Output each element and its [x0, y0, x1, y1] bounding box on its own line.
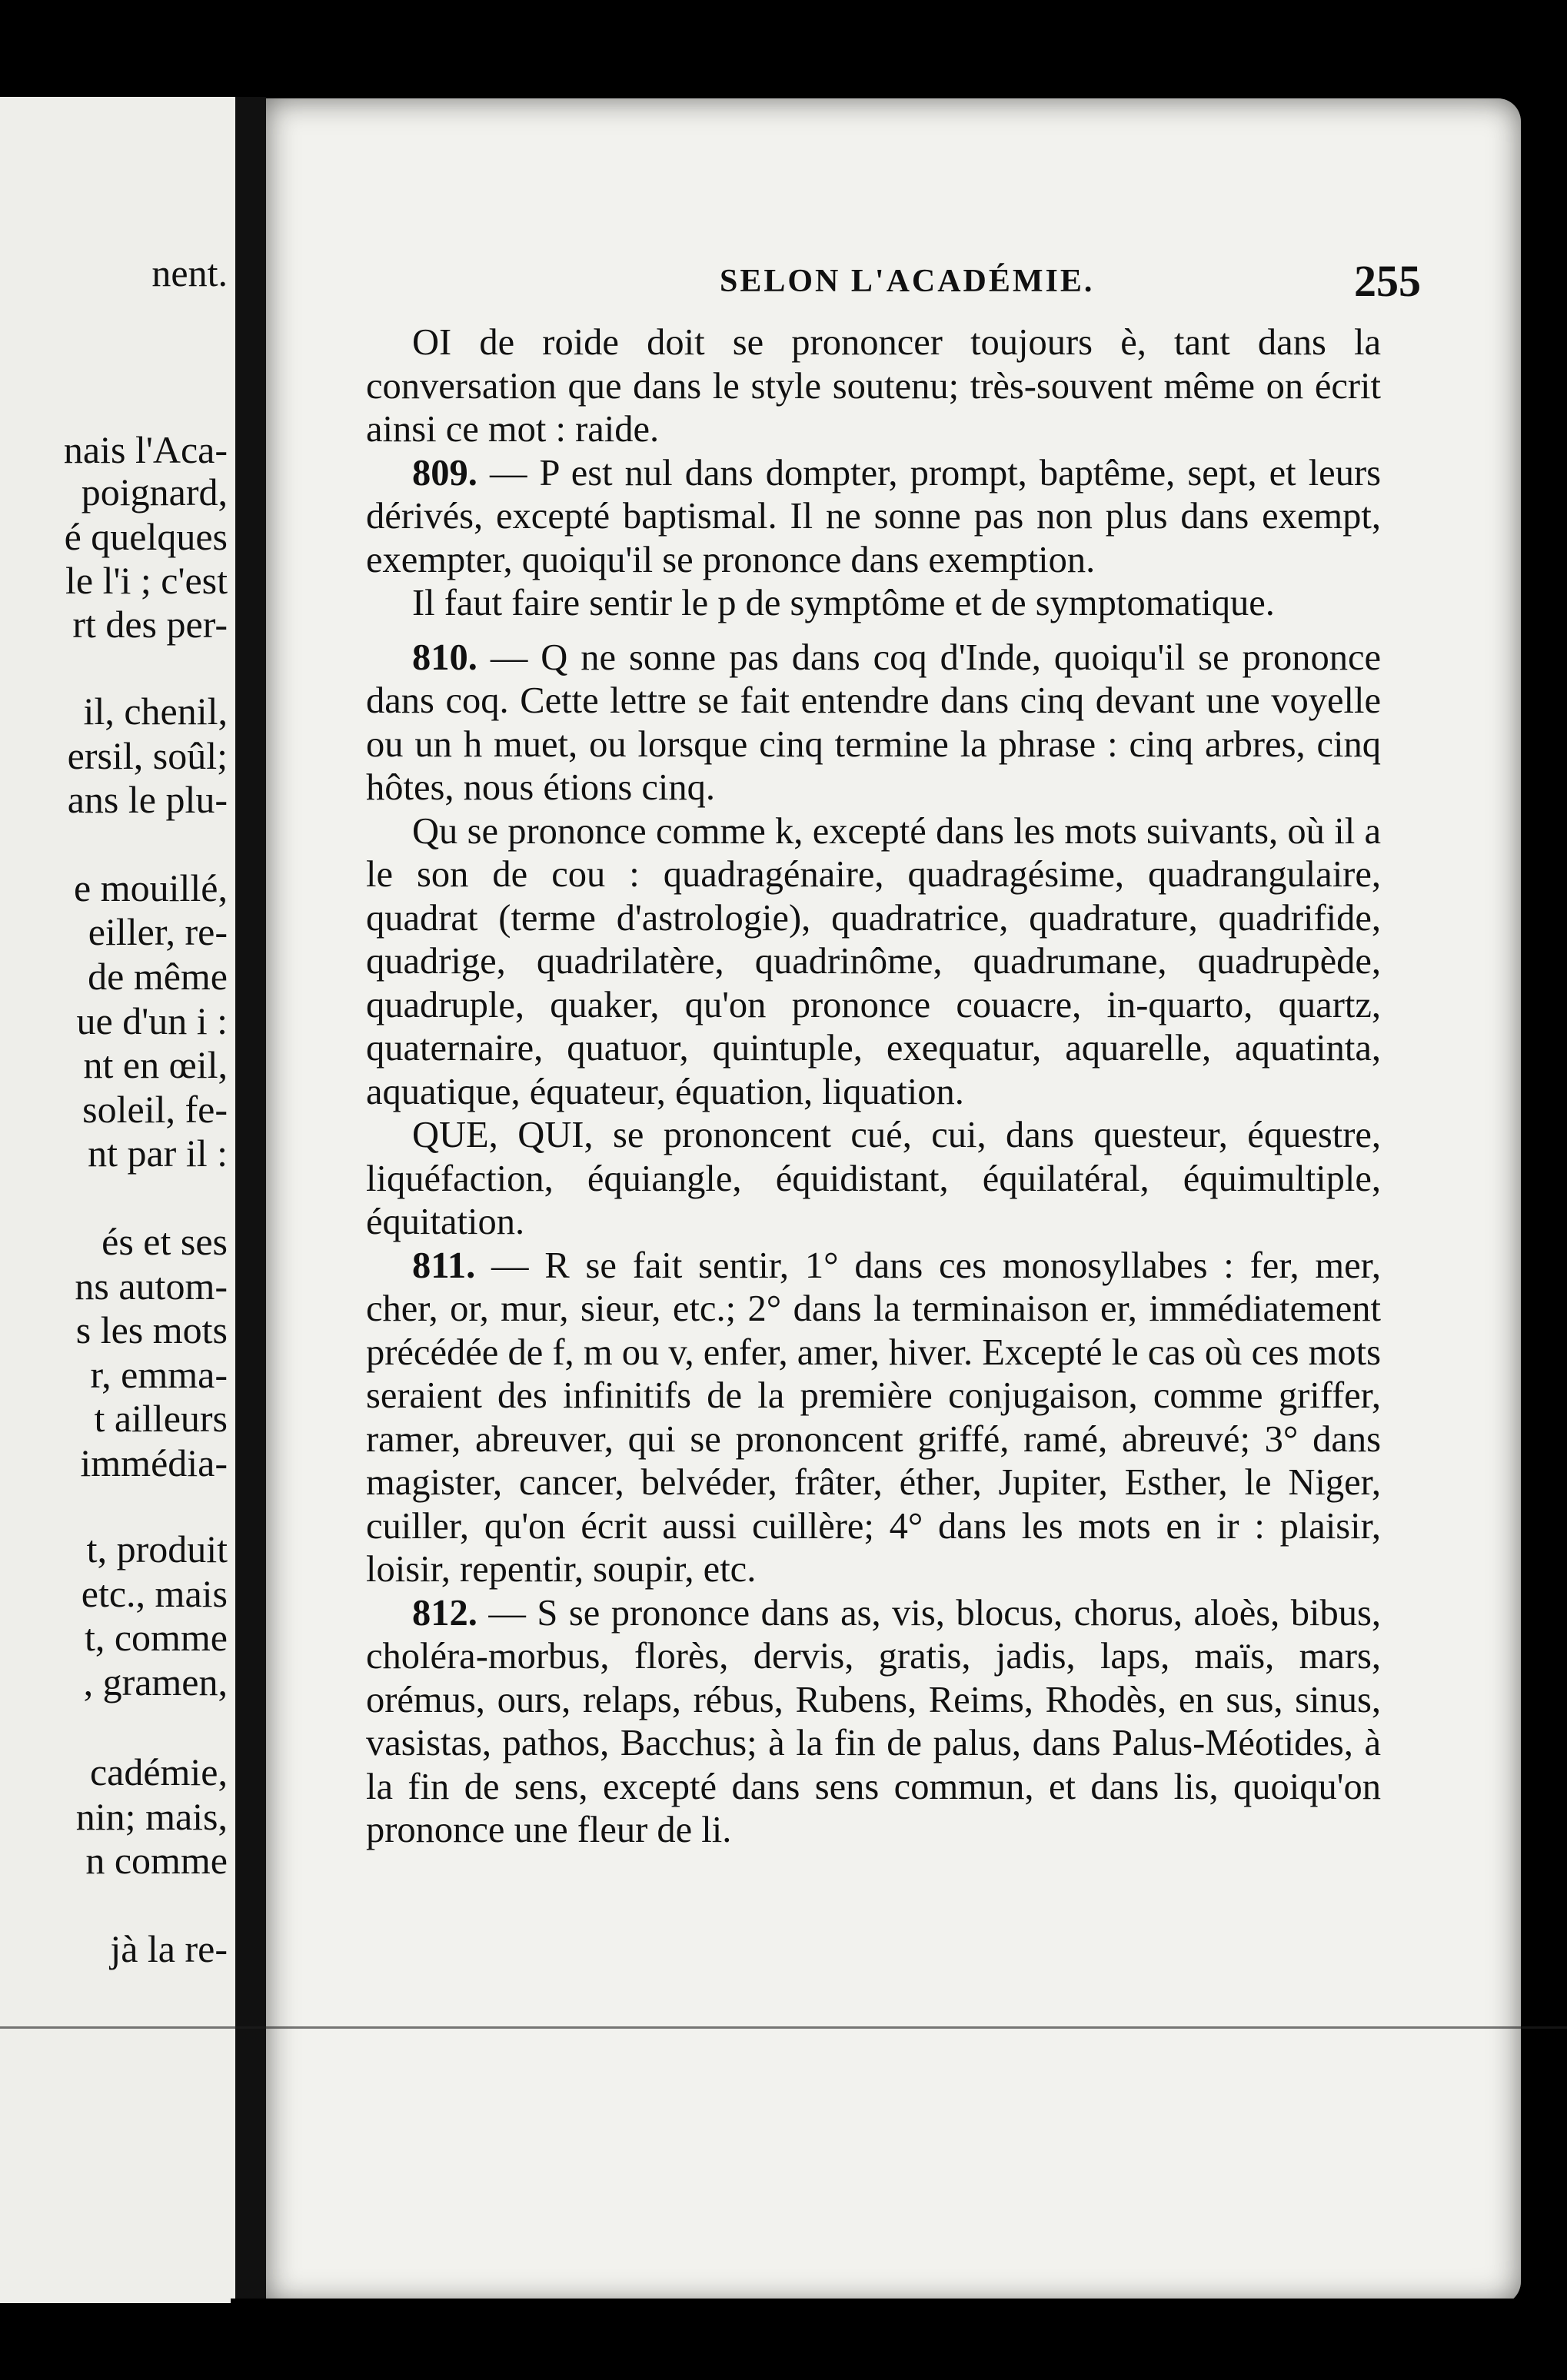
left-page-fragment: nin; mais, [75, 1795, 228, 1838]
left-page-fragment: r, emma- [90, 1353, 228, 1396]
left-page-fragment: soleil, fe- [82, 1088, 228, 1131]
paragraph-809: 809. — P est nul dans dompter, prompt, baptême, sept, et leurs dérivés, excepté baptismal. Il ne sonne pas non plus dans exempt, exempter, quoiqu'il se prononce dans exemption. [366, 452, 1381, 580]
left-page-fragment: ersil, soûl; [67, 734, 228, 777]
left-page-fragment: le l'i ; c'est [65, 559, 228, 602]
left-page-fragment: ans le plu- [67, 778, 228, 821]
left-page-fragment: cadémie, [89, 1750, 228, 1793]
page-header [266, 256, 1521, 317]
page [266, 98, 1521, 2305]
left-facing-page [0, 97, 235, 2303]
left-page-fragment: t, comme [84, 1616, 228, 1659]
left-page-fragment: eiller, re- [88, 910, 228, 953]
left-page-fragment: é quelques [64, 515, 228, 558]
paragraph-que-qui: QUE, QUI, se prononcent cué, cui, dans questeur, équestre, liquéfaction, équiangle, équidistant, équilatéral, équimultiple, équitation. [366, 1115, 1381, 1242]
page-number: 255 [1354, 256, 1421, 306]
left-page-fragment: s les mots [75, 1308, 228, 1351]
paragraph-810: 810. — Q ne sonne pas dans coq d'Inde, quoiqu'il se prononce dans coq. Cette lettre se fait entendre dans cinq devant une voyelle ou un h muet, ou lorsque cinq termine la phrase : cinq arbres, cinq hôtes, nous étions cinq. [366, 637, 1381, 808]
running-title: SELON L'ACADÉMIE. [720, 264, 1095, 299]
left-page-fragment: e mouillé, [74, 866, 228, 909]
left-page-fragment: poignard, [81, 470, 228, 514]
bottom-scan-border [231, 2299, 1567, 2380]
left-page-fragment: , gramen, [83, 1660, 228, 1704]
left-page-fragment: nt par il : [88, 1132, 228, 1175]
left-page-fragment: n comme [85, 1839, 228, 1882]
left-page-fragment: rt des per- [72, 603, 228, 646]
left-page-fragment: t, produit [86, 1527, 228, 1571]
left-page-fragment: il, chenil, [83, 690, 228, 733]
left-page-fragment: nt en œil, [83, 1043, 228, 1086]
section-number: 810. [412, 637, 477, 678]
section-number: 809. [412, 452, 477, 494]
left-page-fragment: ue d'un i : [76, 999, 228, 1042]
left-page-fragment: jà la re- [110, 1927, 228, 1970]
left-page-fragment: de même [88, 955, 228, 998]
left-page-fragment: etc., mais [81, 1572, 228, 1615]
paragraph-oi-roide: OI de roide doit se prononcer toujours è, tant dans la conversation que dans le style soutenu; très-souvent même on écrit ainsi ce mot : raide. [366, 322, 1381, 450]
scan-artifact-line [0, 2026, 1567, 2029]
section-number: 812. [412, 1592, 477, 1634]
body-text [366, 321, 1381, 1853]
left-page-fragment: nent. [151, 251, 228, 294]
left-page-fragment: immédia- [80, 1441, 228, 1484]
left-page-fragment: ns autom- [75, 1265, 228, 1308]
book-gutter [235, 97, 266, 2303]
left-page-fragment: és et ses [101, 1220, 228, 1263]
paragraph-811: 811. — R se fait sentir, 1° dans ces monosyllabes : fer, mer, cher, or, mur, sieur, etc.; 2° dans la terminaison er, immédiatement précédée de f, m ou v, enfer, amer, hiver. Excepté le cas où ces mots seraient des infinitifs de la première conjugaison, comme griffer, ramer, abreuver, qui se prononcent griffé, ramé, abreuvé; 3° dans magister, cancer, belvéder, frâter, éther, Jupiter, Esther, le Niger, cuiller, qu'on écrit aussi cuillère; 4° dans les mots en ir : plaisir, loisir, repentir, soupir, etc. [366, 1245, 1381, 1590]
paragraph-qu: Qu se prononce comme k, excepté dans les mots suivants, où il a le son de cou : quadragénaire, quadragésime, quadrangulaire, quadrat (terme d'astrologie), quadratrice, quadrature, quadrifide, quadrige, quadrilatère, quadrinôme, quadrumane, quadrupède, quadruple, quaker, qu'on prononce couacre, in-quarto, quartz, quaternaire, quatuor, quintuple, exequatur, aquarelle, aquatinta, aquatique, équateur, équation, liquation. [366, 810, 1381, 1112]
paragraph-812: 812. — S se prononce dans as, vis, blocus, chorus, aloès, bibus, choléra-morbus, florès, dervis, gratis, jadis, laps, maïs, mars, orémus, ours, relaps, rébus, Rubens, Reims, Rhodès, en sus, sinus, vasistas, pathos, Bacchus; à la fin de palus, dans Palus-Méotides, à la fin de sens, excepté dans sens commun, et dans lis, quoiqu'on prononce une fleur de li. [366, 1592, 1381, 1850]
paragraph-symptome: Il faut faire sentir le p de symptôme et de symptomatique. [412, 583, 1275, 623]
section-number: 811. [412, 1245, 476, 1286]
left-page-fragment: nais l'Aca- [63, 428, 228, 471]
left-page-fragment: t ailleurs [94, 1397, 228, 1440]
